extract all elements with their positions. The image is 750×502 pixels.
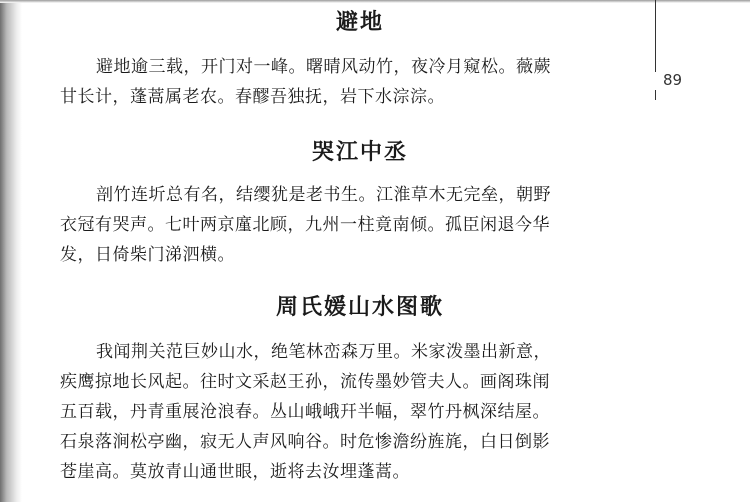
poem-line: 苍崖高。莫放青山通世眼，逝将去汝埋蓬蒿。	[60, 462, 410, 482]
poem-body-3	[60, 337, 660, 487]
poem-title-1: 避地	[335, 10, 384, 35]
poem-body-2	[60, 180, 660, 270]
page-gutter-shadow	[0, 0, 22, 502]
poem-title-2: 哭江中丞	[311, 140, 408, 165]
poem-title-3: 周氏媛山水图歌	[275, 295, 444, 320]
poem-line: 疾鹰掠地长风起。往时文采赵王孙，流传墨妙管夫人。画阁珠闱	[60, 372, 550, 392]
poem-line: 发，日倚柴门涕泗横。	[60, 245, 235, 265]
margin-rule	[655, 0, 656, 72]
poem-line: 剖竹连圻总有名，结缨犹是老书生。江淮草木无完垒，朝野	[96, 185, 551, 205]
poem-line: 石泉落涧松亭幽，寂无人声风响谷。时危惨澹纷旌旄，白日倒影	[60, 432, 550, 452]
poem-line: 我闻荆关范巨妙山水，绝笔林峦森万里。米家泼墨出新意，	[96, 342, 551, 362]
poem-line: 衣冠有哭声。七叶两京廑北顾，九州一柱竟南倾。孤臣闲退今华	[60, 215, 550, 235]
poem-body-1	[60, 52, 660, 112]
book-page	[60, 0, 660, 502]
poem-line: 五百载，丹青重展沧浪春。丛山峨峨幵半幅，翠竹丹枫深结屋。	[60, 402, 550, 422]
margin-rule	[655, 90, 656, 100]
poem-line: 甘长计，蓬蒿属老农。春醪吾独抚，岩下水淙淙。	[60, 87, 445, 107]
poem-line: 避地逾三载，开门对一峰。曙晴风动竹，夜冷月窥松。薇蕨	[96, 57, 551, 77]
page-number: 89	[663, 71, 683, 89]
